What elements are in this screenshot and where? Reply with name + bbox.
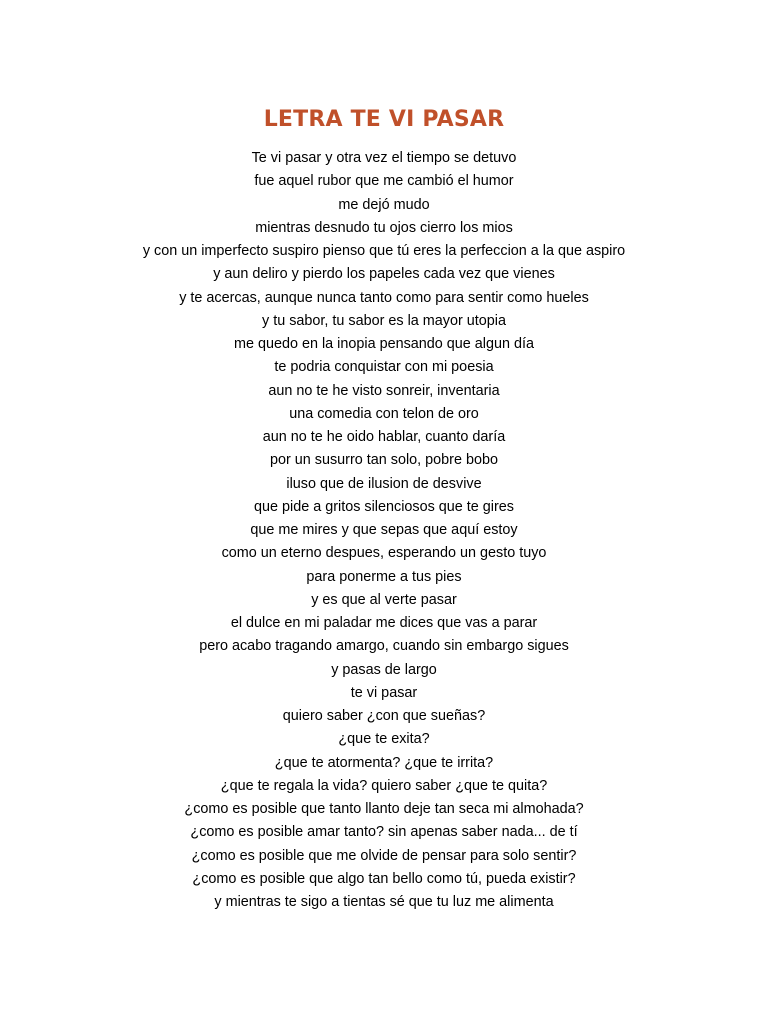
lyric-line: ¿como es posible que algo tan bello como tú, pueda existir? [192,870,576,887]
lyric-line: ¿que te exita? [338,731,430,748]
lyric-line: por un susurro tan solo, pobre bobo [269,452,498,469]
lyric-line: y es que al verte pasar [311,591,457,608]
document-title: LETRA TE VI PASAR [263,107,505,132]
lyric-line: me dejó mudo [338,196,430,213]
lyric-line: el dulce en mi paladar me dices que vas a parar [230,615,538,631]
lyric-line: ¿como es posible que tanto llanto deje tan seca mi almohada? [184,801,584,817]
lyric-line: fue aquel rubor que me cambió el humor [254,173,514,190]
lyric-line: te podria conquistar con mi poesia [274,359,494,376]
lyric-line: ¿como es posible que me olvide de pensar para solo sentir? [191,847,577,864]
lyric-line: que me mires y que sepas que aquí estoy [250,522,518,538]
lyric-line: que pide a gritos silenciosos que te gires [254,498,514,515]
lyrics-body [0,147,768,914]
lyric-line: pero acabo tragando amargo, cuando sin embargo sigues [199,638,569,655]
lyric-line: quiero saber ¿con que sueñas? [282,708,486,724]
lyric-line: una comedia con telon de oro [289,405,479,422]
lyric-line: me quedo en la inopia pensando que algun día [233,336,535,352]
lyric-line: para ponerme a tus pies [306,568,462,585]
lyric-line: y tu sabor, tu sabor es la mayor utopia [262,312,506,329]
lyric-line: aun no te he visto sonreir, inventaria [268,382,500,399]
lyric-line: ¿que te atormenta? ¿que te irrita? [274,754,494,771]
lyric-line: aun no te he oido hablar, cuanto daría [262,429,506,445]
lyric-line: te vi pasar [350,684,418,701]
lyric-line: y con un imperfecto suspiro pienso que tú eres la perfeccion a la que aspiro [142,243,626,259]
lyric-line: mientras desnudo tu ojos cierro los mios [255,219,513,236]
lyric-line: y te acercas, aunque nunca tanto como para sentir como hueles [179,289,589,306]
lyric-line: y pasas de largo [331,661,437,678]
lyric-line: y aun deliro y pierdo los papeles cada vez que vienes [213,266,555,283]
lyric-line: Te vi pasar y otra vez el tiempo se detuvo [251,150,517,166]
lyric-line: ¿como es posible amar tanto? sin apenas saber nada... de tí [190,824,578,841]
lyric-line: ¿que te regala la vida? quiero saber ¿que te quita? [220,777,548,794]
lyric-line: y mientras te sigo a tientas sé que tu luz me alimenta [214,894,554,910]
lyric-line: iluso que de ilusion de desvive [286,475,482,492]
lyric-line: como un eterno despues, esperando un gesto tuyo [221,545,547,562]
